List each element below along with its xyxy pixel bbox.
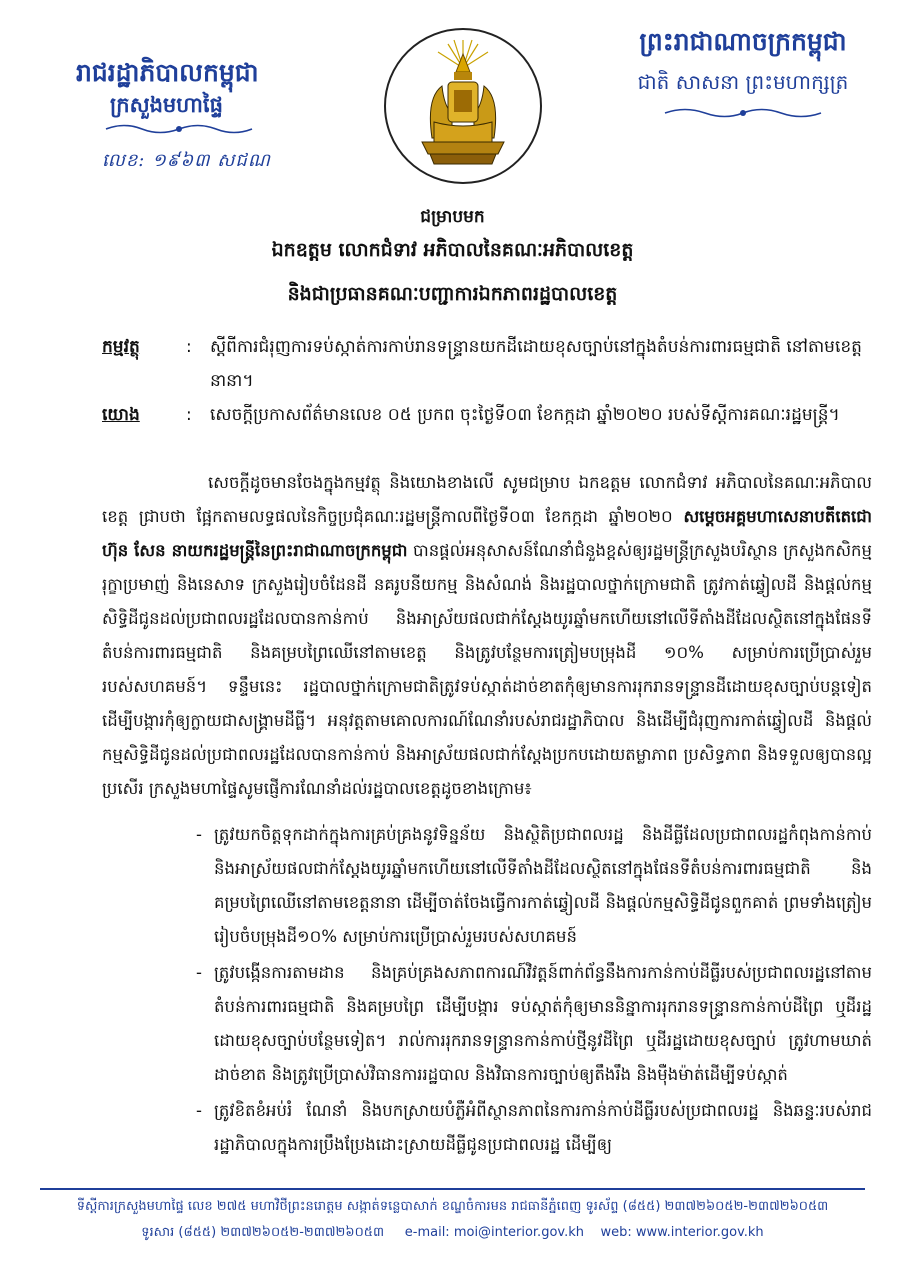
reference-label: យោង xyxy=(102,405,140,425)
list-item-text: ត្រូវយកចិត្តទុកដាក់ក្នុងការគ្រប់គ្រងនូវទិន្នន័យ និងស្ថិតិប្រជាពលរដ្ឋ និងដីធ្លីដែលប្រជាពលរដ្ឋកំពុងកាន់កាប់ និងអាស្រ័យផលជាក់ស្តែងយូរឆ្នាំមកហើយនៅលើទីតាំងដីដែលស្ថិតនៅក្នុងផែនទីតំបន់ការពារធម្មជាតិ និងគម្របព្រៃឈើនៅតាមខេត្តនានា ដើម្បីចាត់ចែងធ្វើការកាត់ឆ្វៀលដី និងផ្តល់កម្មសិទ្ធិដីជូនពួកគាត់ ព្រមទាំងត្រៀមរៀបចំបម្រុងដី១០% សម្រាប់ការប្រើប្រាស់រួមរបស់សហគមន៍ xyxy=(214,825,872,946)
list-item-text: ត្រូវខិតខំអប់រំ ណែនាំ និងបកស្រាយបំភ្លឺអំពីស្ថានភាពនៃការកាន់កាប់ដីធ្លីរបស់ប្រជាពលរដ្ឋ និងឆន្ទៈរបស់រាជរដ្ឋាភិបាលក្នុងការប្រឹងប្រែងដោះស្រាយដីធ្លីជូនប្រជាពលរដ្ឋ ដើម្បីឲ្យ xyxy=(214,1101,872,1154)
reference-colon: : xyxy=(186,405,192,425)
bullet-dash: - xyxy=(196,963,202,982)
right-header xyxy=(598,24,888,120)
subject-colon: : xyxy=(186,337,192,357)
recipient-title: ឯកឧត្តម លោកជំទាវ អភិបាលនៃគណៈអភិបាលខេត្ត xyxy=(271,239,634,261)
ornament-divider-icon xyxy=(104,122,254,136)
footer-email[interactable]: e-mail: moi@interior.gov.kh xyxy=(404,1225,584,1240)
ornament-divider-icon xyxy=(663,106,823,120)
footer-contact xyxy=(40,1224,865,1243)
instruction-list xyxy=(196,818,872,1164)
left-header xyxy=(70,56,300,175)
national-motto: ជាតិ សាសនា ព្រះមហាក្សត្រ xyxy=(637,70,849,94)
body-text-bold: សម្តេចអគ្គមហាសេនាបតីតេជោ ហ៊ុន សែន នាយករដ្ឋមន្ត្រីនៃព្រះរាជាណាចក្រកម្ពុជា xyxy=(102,507,872,560)
body-paragraph xyxy=(102,466,872,806)
list-item xyxy=(196,818,872,954)
royal-coat-of-arms-icon xyxy=(382,26,544,186)
bullet-dash: - xyxy=(196,1101,202,1120)
reference-field xyxy=(102,398,872,432)
reference-text: សេចក្តីប្រកាសព័ត៌មានលេខ ០៥ ប្រកព ចុះថ្ងៃទី០៣ ខែកក្កដា ឆ្នាំ២០២០ របស់ទីស្តីការគណៈរដ្ឋមន្ត្រី។ xyxy=(210,405,840,425)
body-text-part2: បានផ្តល់អនុសាសន៍ណែនាំជំនួងខ្ពស់ឲ្យរដ្ឋមន្ត្រីក្រសួងបរិស្ថាន ក្រសួងកសិកម្ម រុក្ខាប្រមាញ់ និងនេសាទ ក្រសួងរៀបចំដែនដី នគរូបនីយកម្ម និងសំណង់ និងរដ្ឋបាលថ្នាក់ក្រោមជាតិ ត្រូវកាត់ឆ្វៀលដី និងផ្តល់កម្មសិទ្ធិដីជូនដល់ប្រជាពលរដ្ឋដែលបានកាន់កាប់ និងអាស្រ័យផលជាក់ស្តែងយូរឆ្នាំមកហើយនៅលើទីតាំងដីដែលស្ថិតនៅក្នុងផែនទីតំបន់ការពារធម្មជាតិ និងគម្របព្រៃឈើនៅតាមខេត្ត និងត្រូវបន្ថែមការត្រៀមបម្រុងដី ១០% សម្រាប់ការប្រើប្រាស់រួមរបស់សហគមន៍។ ទន្ទឹមនេះ រដ្ឋបាលថ្នាក់ក្រោមជាតិត្រូវទប់ស្កាត់ដាច់ខាតកុំឲ្យមានការរុករានទន្ទ្រានដីដោយខុសច្បាប់បន្តទៀត ដើម្បីបង្ការកុំឲ្យក្លាយជាសង្គ្រាមដីធ្លី។ អនុវត្តតាមគោលការណ៍ណែនាំរបស់រាជរដ្ឋាភិបាល និងដើម្បីជំរុញការកាត់ឆ្វៀលដី និងផ្តល់កម្មសិទ្ធិដីជូនដល់ប្រជាពលរដ្ឋដែលបានកាន់កាប់ និងអាស្រ័យផលជាក់ស្តែងប្រកបដោយតម្លាភាព ប្រសិទ្ធភាព និងទទួលឲ្យបានល្អប្រសើរ ក្រសួងមហាផ្ទៃសូមផ្ញើការណែនាំដល់រដ្ឋបាលខេត្តដូចខាងក្រោម៖ xyxy=(102,541,872,798)
kingdom-name: ព្រះរាជាណាចក្រកម្ពុជា xyxy=(639,27,847,56)
body-text-part1: សេចក្តីដូចមានចែងក្នុងកម្មវត្ថុ និងយោងខាងលើ សូមជម្រាប ឯកឧត្តម លោកជំទាវ អភិបាលនៃគណៈអភិបាលខេត្ត ជ្រាបថា ផ្អែកតាមលទ្ធផលនៃកិច្ចប្រជុំគណៈរដ្ឋមន្ត្រីកាលពីថ្ងៃទី០៣ ខែកក្កដា ឆ្នាំ២០២០ xyxy=(102,473,872,526)
footer-divider xyxy=(40,1188,865,1190)
subject-text: ស្តីពីការជំរុញការទប់ស្កាត់ការកាប់រានទន្ទ្រានយកដីដោយខុសច្បាប់នៅក្នុងតំបន់ការពារធម្មជាតិ នៅតាមខេត្តនានា។ xyxy=(210,337,862,391)
recipient-role: និងជាប្រធានគណៈបញ្ជាការឯកភាពរដ្ឋបាលខេត្ត xyxy=(287,283,618,305)
subject-label: កម្មវត្ថុ xyxy=(102,337,140,357)
ministry-name: ក្រសួងមហាផ្ទៃ xyxy=(110,92,223,117)
list-item xyxy=(196,956,872,1092)
reference-number: លេខ: ១៩៦៣ សជណ xyxy=(102,150,271,171)
subject-field xyxy=(102,330,872,398)
bullet-dash: - xyxy=(196,825,202,844)
footer-address: ទីស្តីការក្រសួងមហាផ្ទៃ លេខ ២៧៥ មហាវិថីព្រះនរោត្តម សង្កាត់ទន្លេបាសាក់ ខណ្ឌចំការមន រាជធានីភ្នំពេញ ទូរស័ព្ទ (៨៥៥) ២៣៧២៦០៥២-២៣៧២៦០៥៣ xyxy=(76,1199,829,1214)
list-item xyxy=(196,1094,872,1162)
salutation: ជម្រាបមក xyxy=(420,207,485,227)
list-item-text: ត្រូវបង្កើនការតាមដាន និងគ្រប់គ្រងសភាពការណ៍វិវត្តន៍ពាក់ព័ន្ធនឹងការកាន់កាប់ដីធ្លីរបស់ប្រជាពលរដ្ឋនៅតាមតំបន់ការពារធម្មជាតិ និងគម្របព្រៃ ដើម្បីបង្ការ ទប់ស្កាត់កុំឲ្យមាននិន្នាការរុករានទន្ទ្រានកាន់កាប់ដីព្រៃ ឬដីរដ្ឋដោយខុសច្បាប់បន្ថែមទៀត។ រាល់ការរុករានទន្ទ្រានកាន់កាប់ថ្មីនូវដីព្រៃ ឬដីរដ្ឋដោយខុសច្បាប់ ត្រូវហាមឃាត់ដាច់ខាត និងត្រូវប្រើប្រាស់វិធានការរដ្ឋបាល និងវិធានការច្បាប់ឲ្យតឹងរឹង និងម៉ឺងម៉ាត់ដើម្បីទប់ស្កាត់ xyxy=(214,963,872,1084)
footer-web[interactable]: web: www.interior.gov.kh xyxy=(600,1225,764,1240)
government-name: រាជរដ្ឋាភិបាលកម្ពុជា xyxy=(76,58,259,87)
footer-fax: ទូរសារ (៨៥៥) ២៣៧២៦០៥២-២៣៧២៦០៥៣ xyxy=(141,1225,385,1240)
